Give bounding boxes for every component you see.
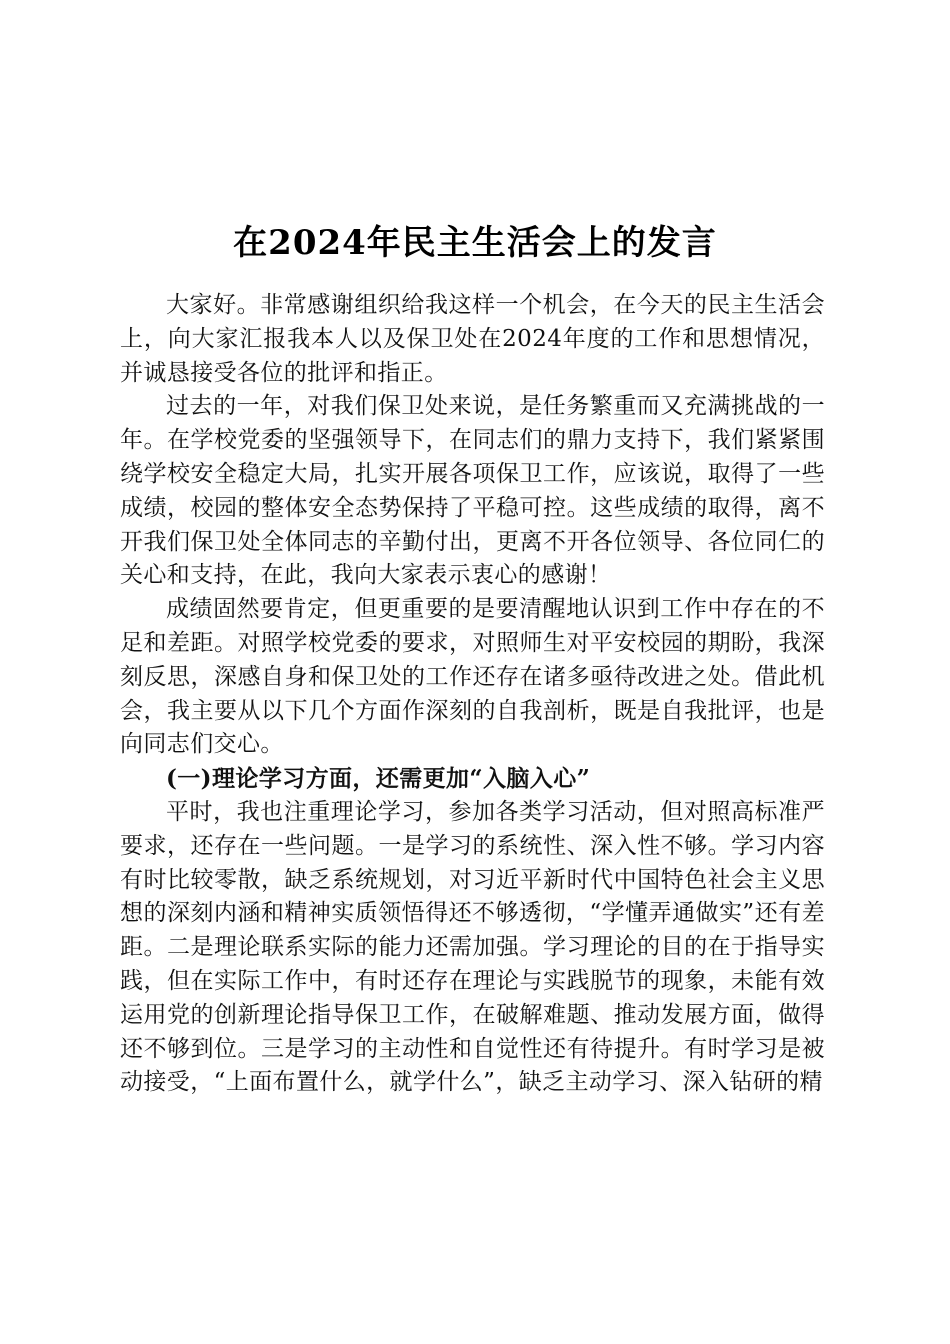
document-body — [120, 289, 825, 1100]
paragraph-shortcomings: 成绩固然要肯定，但更重要的是要清醒地认识到工作中存在的不足和差距。对照学校党委的要求，对照师生对平安校园的期盼，我深刻反思，深感自身和保卫处的工作还存在诸多亟待改进之处。借此机会，我主要从以下几个方面作深刻的自我剖析，既是自我批评，也是向同志们交心。 — [120, 596, 825, 758]
document-title: 在2024年民主生活会上的发言 — [233, 222, 717, 263]
paragraph-theory-study: 平时，我也注重理论学习，参加各类学习活动，但对照高标准严要求，还存在一些问题。一是学习的系统性、深入性不够。学习内容有时比较零散，缺乏系统规划，对习近平新时代中国特色社会主义思想的深刻内涵和精神实质领悟得还不够透彻，“学懂弄通做实”还有差距。二是理论联系实际的能力还需加强。学习理论的目的在于指导实践，但在实际工作中，有时还存在理论与实践脱节的现象，未能有效运用党的创新理论指导保卫工作，在破解难题、推动发展方面，做得还不够到位。三是学习的主动性和自觉性还有待提升。有时学习是被动接受，“上面布置什么，就学什么”，缺乏主动学习、深入钻研的精 — [120, 798, 825, 1096]
section-heading-theory-study: (一)理论学习方面，还需更加“入脑入心” — [166, 765, 591, 793]
paragraph-greeting: 大家好。非常感谢组织给我这样一个机会，在今天的民主生活会上，向大家汇报我本人以及保卫处在2024年度的工作和思想情况，并诚恳接受各位的批评和指正。 — [120, 292, 825, 386]
paragraph-review: 过去的一年，对我们保卫处来说，是任务繁重而又充满挑战的一年。在学校党委的坚强领导下，在同志们的鼎力支持下，我们紧紧围绕学校安全稳定大局，扎实开展各项保卫工作，应该说，取得了一些成绩，校园的整体安全态势保持了平稳可控。这些成绩的取得，离不开我们保卫处全体同志的辛勤付出，更离不开各位领导、各位同仁的关心和支持，在此，我向大家表示衷心的感谢！ — [120, 393, 825, 589]
